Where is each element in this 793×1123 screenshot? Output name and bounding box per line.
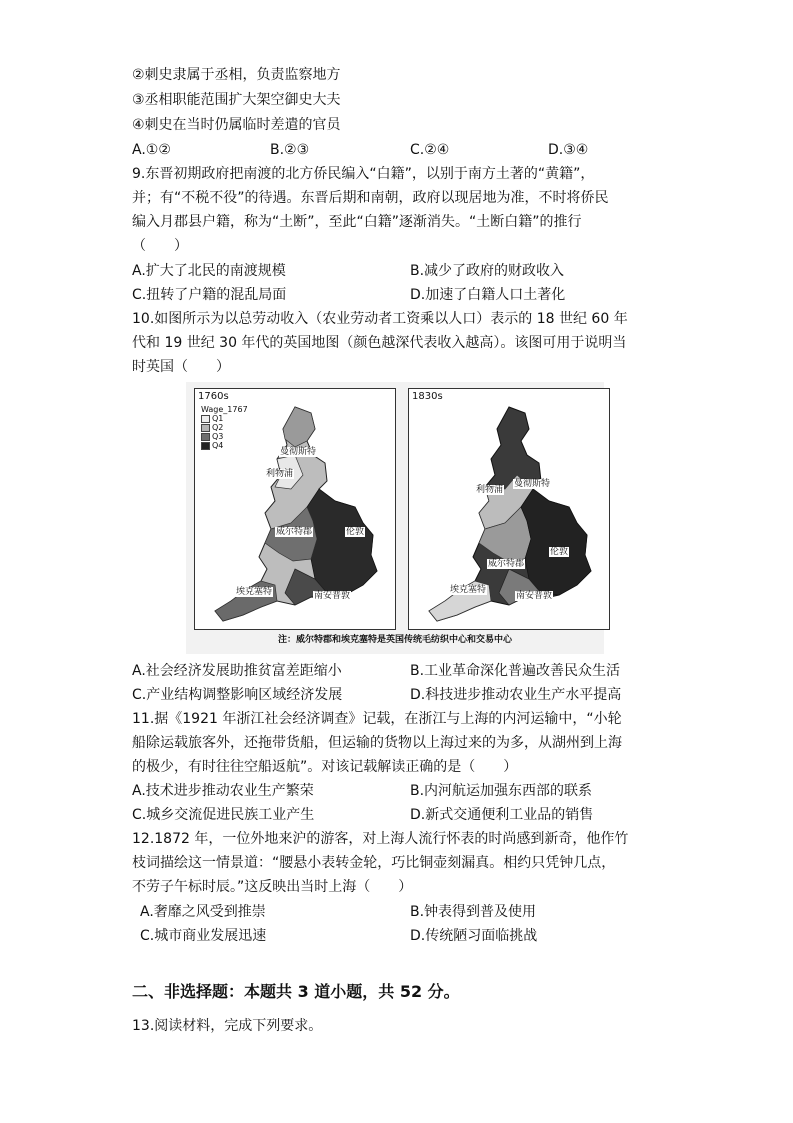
q8-statement-2: ②刺史隶属于丞相，负责监察地方	[132, 67, 341, 83]
q9-stem-line-1: 9.东晋初期政府把南渡的北方侨民编入“白籍”，以别于南方土著的“黄籍”，	[132, 166, 595, 182]
q10-stem-line-1: 10.如图所示为以总劳动收入（农业劳动者工资乘以人口）表示的 18 世纪 60 年	[132, 311, 628, 327]
q10-option-c: C.产业结构调整影响区域经济发展	[132, 687, 343, 703]
england-map-1830s	[409, 389, 609, 629]
label-southampton-right: 南安普敦	[516, 591, 553, 601]
label-london-right: 伦敦	[550, 547, 569, 557]
q9-stem-line-4: （ ）	[132, 238, 188, 254]
q8-option-a: A.①②	[132, 142, 171, 158]
legend-title: Wage_1767	[201, 405, 248, 414]
q11-stem-line-2: 船除运载旅客外，还拖带货船，但运输的货物以上海过来的为多，从湖州到上海	[132, 735, 622, 751]
q10-option-b: B.工业革命深化普遍改善民众生活	[410, 663, 621, 679]
legend-item-q1	[201, 414, 248, 423]
map-legend	[201, 405, 248, 450]
legend-swatch-q1	[201, 415, 210, 423]
label-manchester-right: 曼彻斯特	[514, 479, 551, 489]
legend-swatch-q4	[201, 442, 210, 450]
england-wage-maps	[186, 382, 604, 654]
label-exeter-right: 埃克塞特	[450, 585, 487, 595]
right-map-title: 1830s	[412, 391, 443, 402]
q11-option-c: C.城乡交流促进民族工业产生	[132, 807, 315, 823]
q12-stem-line-3: 不劳子午标时辰。”这反映出当时上海（ ）	[132, 879, 413, 895]
legend-label-q4: Q4	[212, 441, 224, 450]
section-2-heading: 二、非选择题：本题共 3 道小题，共 52 分。	[132, 982, 460, 1001]
q11-option-a: A.技术进步推动农业生产繁荣	[132, 783, 314, 799]
q11-option-b: B.内河航运加强东西部的联系	[410, 783, 593, 799]
map-note: 注：威尔特郡和埃克塞特是英国传统毛纺织中心和交易中心	[277, 635, 512, 645]
q11-stem-line-3: 的极少，有时往往空船返航”。对该记载解读正确的是（ ）	[132, 759, 518, 775]
legend-item-q2	[201, 423, 248, 432]
q12-stem-line-2: 枝词描绘这一情景道：“腰悬小表转金轮，巧比铜壶刻漏真。相约只凭钟几点，	[132, 855, 616, 871]
q12-stem-line-1: 12.1872 年，一位外地来沪的游客，对上海人流行怀表的时尚感到新奇，他作竹	[132, 831, 629, 847]
label-exeter-left: 埃克塞特	[236, 587, 273, 597]
map-panel-1830s	[408, 388, 610, 630]
q10-stem-line-2: 代和 19 世纪 30 年代的英国地图（颜色越深代表收入越高）。该图可用于说明当	[132, 335, 627, 351]
left-map-title: 1760s	[198, 391, 229, 402]
q9-option-b: B.减少了政府的财政收入	[410, 263, 565, 279]
q12-option-c: C.城市商业发展迅速	[140, 928, 267, 944]
q8-statement-4: ④刺史在当时仍属临时差遣的官员	[132, 117, 341, 133]
legend-swatch-q3	[201, 433, 210, 441]
legend-swatch-q2	[201, 424, 210, 432]
q8-option-d: D.③④	[548, 142, 589, 158]
q10-stem-line-3: 时英国（ ）	[132, 359, 230, 375]
q12-option-b: B.钟表得到普及使用	[410, 904, 537, 920]
legend-item-q4	[201, 441, 248, 450]
legend-label-q2: Q2	[212, 423, 224, 432]
q9-stem-line-2: 并；有“不税不役”的待遇。东晋后期和南朝，政府以现居地为准，不时将侨民	[132, 190, 609, 206]
q9-stem-line-3: 编入月郡县户籍，称为“土断”，至此“白籍”逐渐消失。“土断白籍”的推行	[132, 214, 582, 230]
q9-option-c: C.扭转了户籍的混乱局面	[132, 287, 287, 303]
q9-option-a: A.扩大了北民的南渡规模	[132, 263, 286, 279]
map-panel-1760s	[194, 388, 396, 630]
q10-option-d: D.科技进步推动农业生产水平提高	[410, 687, 622, 703]
q8-option-b: B.②③	[270, 142, 310, 158]
legend-label-q1: Q1	[212, 414, 224, 423]
legend-label-q3: Q3	[212, 432, 224, 441]
label-southampton-left: 南安普敦	[314, 591, 351, 601]
label-liverpool-left: 利物浦	[266, 469, 294, 479]
label-liverpool-right: 利物浦	[476, 485, 504, 495]
q13-prompt: 13.阅读材料，完成下列要求。	[132, 1018, 323, 1034]
q12-option-a: A.奢靡之风受到推崇	[140, 904, 266, 920]
legend-item-q3	[201, 432, 248, 441]
q10-option-a: A.社会经济发展助推贫富差距缩小	[132, 663, 342, 679]
q11-option-d: D.新式交通便利工业品的销售	[410, 807, 594, 823]
q9-option-d: D.加速了白籍人口土著化	[410, 287, 566, 303]
q8-option-c: C.②④	[410, 142, 450, 158]
q11-stem-line-1: 11.据《1921 年浙江社会经济调查》记载，在浙江与上海的内河运输中，“小轮	[132, 711, 622, 727]
q12-option-d: D.传统陋习面临挑战	[410, 928, 538, 944]
q8-statement-3: ③丞相职能范围扩大架空御史大夫	[132, 92, 341, 108]
label-manchester-left: 曼彻斯特	[280, 447, 317, 457]
label-london-left: 伦敦	[346, 527, 365, 537]
label-wiltshire-left: 威尔特郡	[276, 527, 313, 537]
label-wiltshire-right: 威尔特郡	[488, 559, 525, 569]
